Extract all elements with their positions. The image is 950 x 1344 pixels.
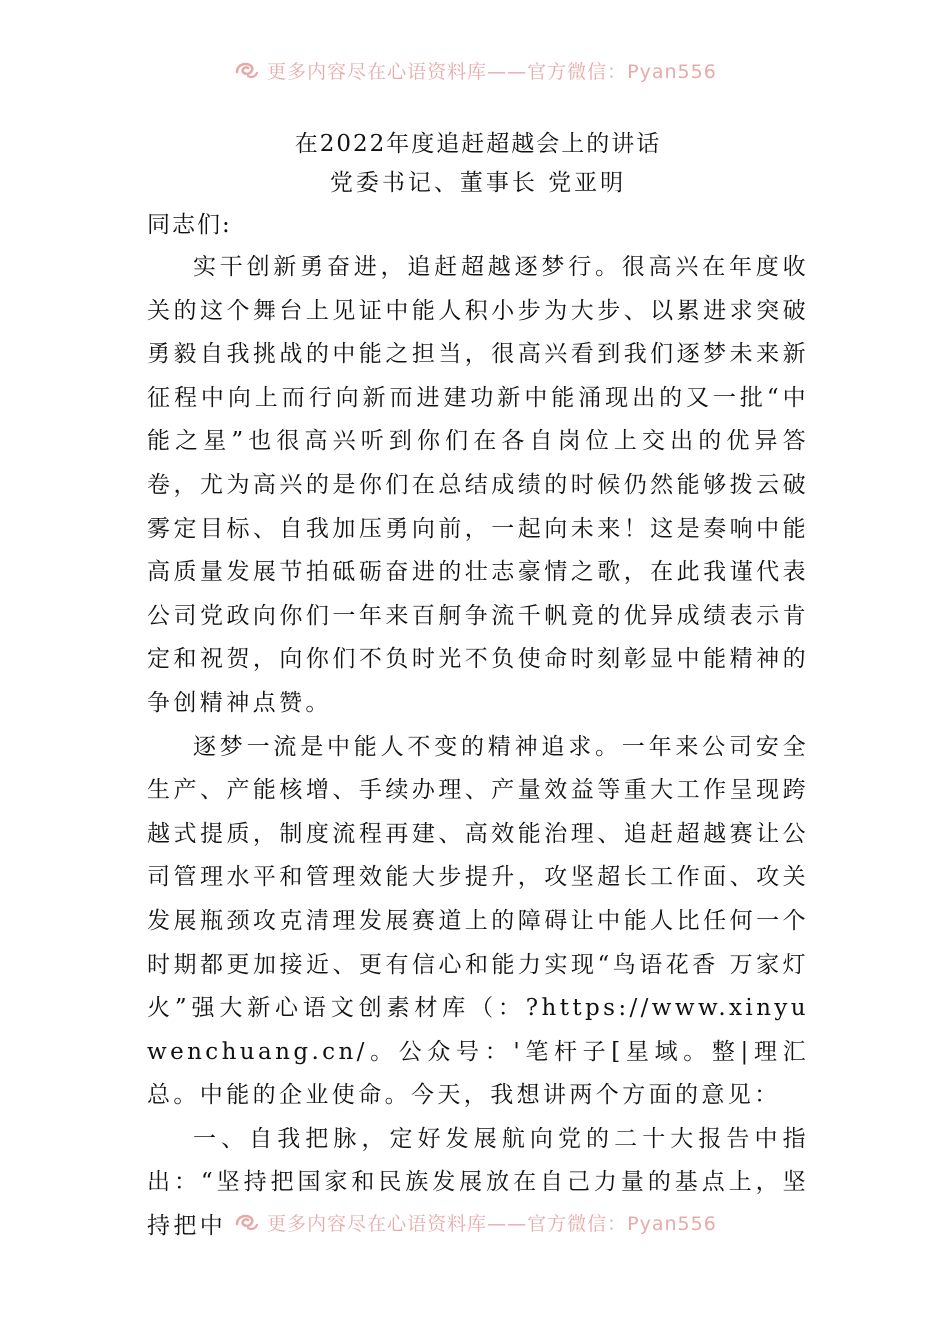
watermark-text: 更多内容尽在心语资料库——官方微信：Pyan556 [267,1212,717,1235]
document-title: 在2022年度追赶超越会上的讲话 [294,131,662,157]
salutation: 同志们: [147,212,232,238]
watermark-banner-bottom [0,1202,950,1242]
document-body [147,126,809,1249]
swirl-logo-icon [233,1210,259,1234]
document-subtitle: 党委书记、董事长 党亚明 [329,170,627,196]
paragraph-3: 一、自我把脉，定好发展航向党的二十大报告中指出：“坚持把国家和民族发展放在自己力量的基点上，坚持把中 [147,1125,809,1240]
watermark-text: 更多内容尽在心语资料库——官方微信：Pyan556 [267,60,717,83]
paragraph-1: 实干创新勇奋进，追赶超越逐梦行。很高兴在年度收关的这个舞台上见证中能人积小步为大步、以累进求突破勇毅自我挑战的中能之担当，很高兴看到我们逐梦未来新征程中向上而行向新而进建功新中能涌现出的又一批“中能之星”也很高兴听到你们在各自岗位上交出的优异答卷，尤为高兴的是你们在总结成绩的时候仍然能够拨云破雾定目标、自我加压勇向前，一起向未来！这是奏响中能高质量发展节拍砥砺奋进的壮志豪情之歌，在此我谨代表公司党政向你们一年来百舸争流千帆竟的优异成绩表示肯定和祝贺，向你们不负时光不负使命时刻彰显中能精神的争创精神点赞。 [147,254,809,716]
swirl-logo-icon [233,58,259,82]
watermark-banner-top [0,50,950,90]
paragraph-2: 逐梦一流是中能人不变的精神追求。一年来公司安全生产、产能核增、手续办理、产量效益等重大工作呈现跨越式提质，制度流程再建、高效能治理、追赶超越赛让公司管理水平和管理效能大步提升，攻坚超长工作面、攻关发展瓶颈攻克清理发展赛道上的障碍让中能人比任何一个时期都更加接近、更有信心和能力实现“鸟语花香 万家灯火”强大新心语文创素材库（：?https://www.xinyuwenchuang.cn/。公众号：'笔杆子[星域。整|理汇总。中能的企业使命。今天，我想讲两个方面的意见： [147,733,809,1109]
